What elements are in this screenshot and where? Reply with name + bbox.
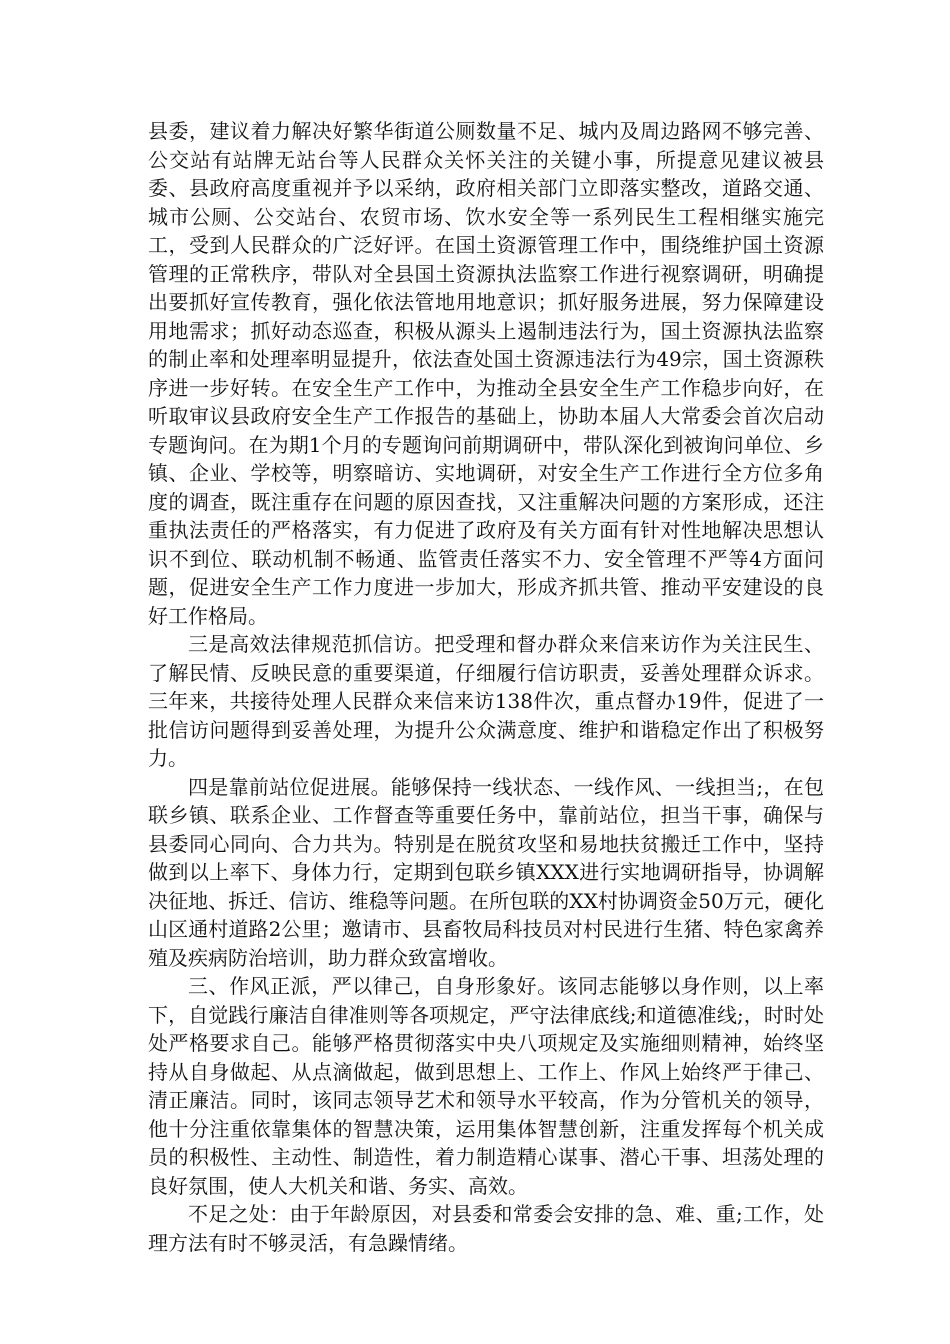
paragraph-shortcomings: 不足之处：由于年龄原因，对县委和常委会安排的急、难、重;工作，处理方法有时不够灵活，有急躁情绪。 [148, 1202, 824, 1255]
paragraph-frontline: 四是靠前站位促进展。能够保持一线状态、一线作风、一线担当;，在包联乡镇、联系企业、工作督查等重要任务中，靠前站位，担当干事，确保与县委同心同向、合力共为。特别是在脱贫攻坚和易地扶贫搬迁工作中，坚持做到以上率下、身体力行，定期到包联乡镇XXX进行实地调研指导，协调解决征地、拆迁、信访、维稳等问题。在所包联的XX村协调资金50万元，硬化山区通村道路2公里；邀请市、县畜牧局科技员对村民进行生猪、特色家禽养殖及疾病防治培训，助力群众致富增收。 [148, 774, 824, 970]
paragraph-petition: 三是高效法律规范抓信访。把受理和督办群众来信来访作为关注民生、了解民情、反映民意的重要渠道，仔细履行信访职责，妥善处理群众诉求。三年来，共接待处理人民群众来信来访138件次，重点督办19件，促进了一批信访问题得到妥善处理，为提升公众满意度、维护和谐稳定作出了积极努力。 [148, 632, 824, 770]
paragraph-continuation: 县委，建议着力解决好繁华街道公厕数量不足、城内及周边路网不够完善、公交站有站牌无站台等人民群众关怀关注的关键小事，所提意见建议被县委、县政府高度重视并予以采纳，政府相关部门立即落实整改，道路交通、城市公厕、公交站台、农贸市场、饮水安全等一系列民生工程相继实施完工，受到人民群众的广泛好评。在国土资源管理工作中，围绕维护国土资源管理的正常秩序，带队对全县国土资源执法监察工作进行视察调研，明确提出要抓好宣传教育，强化依法管地用地意识；抓好服务进展，努力保障建设用地需求；抓好动态巡查，积极从源头上遏制违法行为，国土资源执法监察的制止率和处理率明显提升，依法查处国土资源违法行为49宗，国土资源秩序进一步好转。在安全生产工作中，为推动全县安全生产工作稳步向好，在听取审议县政府安全生产工作报告的基础上，协助本届人大常委会首次启动专题询问。在为期1个月的专题询问前期调研中，带队深化到被询问单位、乡镇、企业、学校等，明察暗访、实地调研，对安全生产工作进行全方位多角度的调查，既注重存在问题的原因查找，又注重解决问题的方案形成，还注重执法责任的严格落实，有力促进了政府及有关方面有针对性地解决思想认识不到位、联动机制不畅通、监管责任落实不力、安全管理不严等4方面问题，促进安全生产工作力度进一步加大，形成齐抓共管、推动平安建设的良好工作格局。 [148, 119, 824, 628]
paragraph-conduct: 三、作风正派，严以律己，自身形象好。该同志能够以身作则，以上率下，自觉践行廉洁自律准则等各项规定，严守法律底线;和道德准线;，时时处处严格要求自己。能够严格贯彻落实中央八项规定及实施细则精神，始终坚持从自身做起、从点滴做起，做到思想上、工作上、作风上始终严于律己、清正廉洁。同时，该同志领导艺术和领导水平较高，作为分管机关的领导，他十分注重依靠集体的智慧决策，运用集体智慧创新，注重发挥每个机关成员的积极性、主动性、制造性，着力制造精心谋事、潜心干事、坦荡处理的良好氛围，使人大机关和谐、务实、高效。 [148, 974, 824, 1198]
document-body [148, 117, 824, 1257]
